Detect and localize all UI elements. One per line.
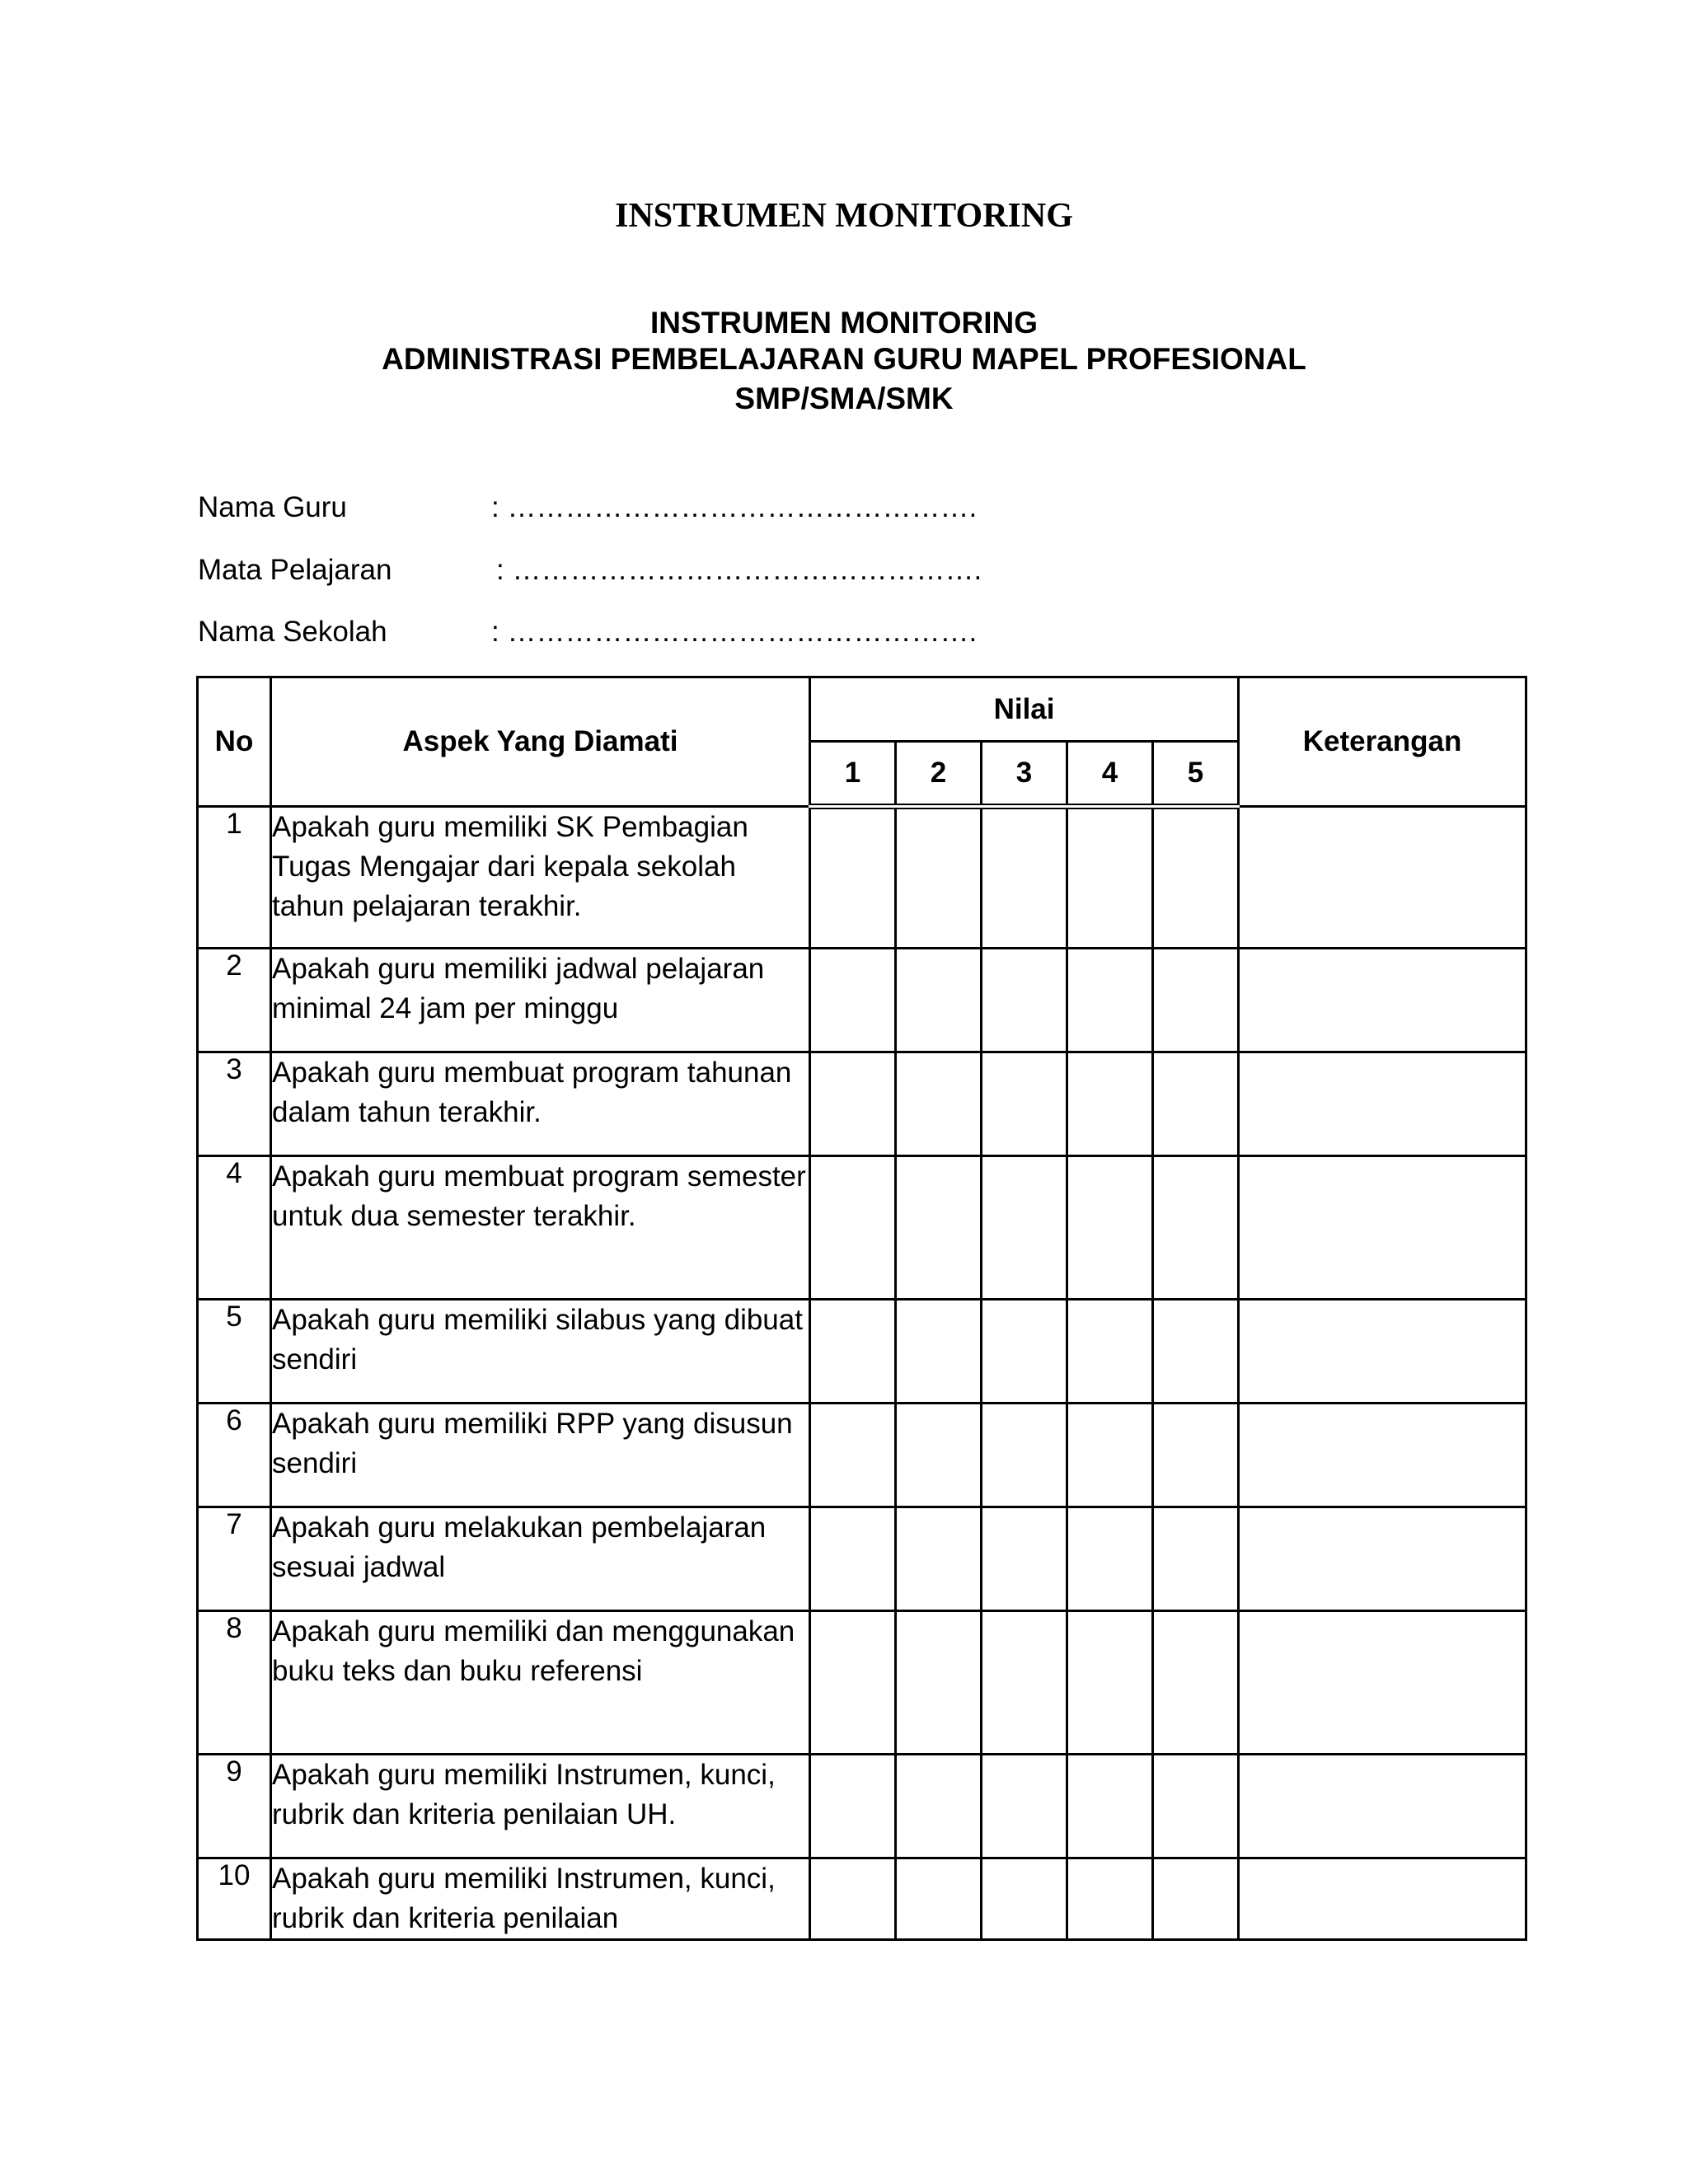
score-cell-2[interactable]: [896, 1052, 982, 1156]
header-score-3: 3: [982, 742, 1067, 807]
table-row: [198, 1755, 1526, 1858]
score-cell-3[interactable]: [982, 1611, 1067, 1755]
table-row: [198, 807, 1526, 949]
subtitle-line-1: INSTRUMEN MONITORING: [649, 306, 1039, 340]
row-aspek: Apakah guru membuat program tahunan dalam tahun terakhir.: [271, 1052, 810, 1156]
keterangan-cell[interactable]: [1239, 1404, 1526, 1507]
score-cell-4[interactable]: [1067, 1404, 1153, 1507]
score-cell-5[interactable]: [1153, 1755, 1239, 1858]
row-aspek: Apakah guru membuat program semester untuk dua semester terakhir.: [271, 1156, 810, 1300]
score-cell-5[interactable]: [1153, 1858, 1239, 1940]
score-cell-3[interactable]: [982, 1507, 1067, 1611]
table-row: [198, 1858, 1526, 1940]
score-cell-3[interactable]: [982, 1300, 1067, 1404]
score-cell-2[interactable]: [896, 1858, 982, 1940]
row-aspek: Apakah guru memiliki SK Pembagian Tugas Mengajar dari kepala sekolah tahun pelajaran terakhir.: [271, 807, 810, 949]
field-value[interactable]: : ………………………………………….: [491, 616, 978, 648]
score-cell-1[interactable]: [810, 1755, 896, 1858]
subtitle-line-2: ADMINISTRASI PEMBELAJARAN GURU MAPEL PROFESIONAL: [382, 342, 1306, 376]
score-cell-4[interactable]: [1067, 949, 1153, 1052]
row-number: 5: [198, 1300, 271, 1404]
header-score-4: 4: [1067, 742, 1153, 807]
header-nilai: Nilai: [810, 677, 1239, 742]
score-cell-4[interactable]: [1067, 1300, 1153, 1404]
score-cell-4[interactable]: [1067, 807, 1153, 949]
table-row: [198, 1156, 1526, 1300]
score-cell-4[interactable]: [1067, 1611, 1153, 1755]
score-cell-5[interactable]: [1153, 949, 1239, 1052]
main-title: INSTRUMEN MONITORING: [615, 197, 1073, 235]
header-score-5: 5: [1153, 742, 1239, 807]
score-cell-1[interactable]: [810, 1507, 896, 1611]
field-label: Nama Sekolah: [198, 616, 387, 648]
keterangan-cell[interactable]: [1239, 807, 1526, 949]
score-cell-2[interactable]: [896, 807, 982, 949]
field-value[interactable]: : ………………………………………….: [491, 491, 978, 523]
score-cell-1[interactable]: [810, 1404, 896, 1507]
score-cell-2[interactable]: [896, 1611, 982, 1755]
field-label: Mata Pelajaran: [198, 554, 392, 586]
score-cell-2[interactable]: [896, 1507, 982, 1611]
score-cell-4[interactable]: [1067, 1052, 1153, 1156]
monitoring-table: [196, 676, 1527, 1941]
row-aspek: Apakah guru memiliki Instrumen, kunci, rubrik dan kriteria penilaian UH.: [271, 1755, 810, 1858]
subtitle-line-3: SMP/SMA/SMK: [734, 382, 954, 415]
score-cell-1[interactable]: [810, 1156, 896, 1300]
score-cell-5[interactable]: [1153, 1404, 1239, 1507]
score-cell-5[interactable]: [1153, 807, 1239, 949]
field-value[interactable]: : ………………………………………….: [496, 554, 982, 586]
row-aspek: Apakah guru memiliki dan menggunakan buku teks dan buku referensi: [271, 1611, 810, 1755]
score-cell-4[interactable]: [1067, 1507, 1153, 1611]
score-cell-5[interactable]: [1153, 1156, 1239, 1300]
row-number: 2: [198, 949, 271, 1052]
score-cell-1[interactable]: [810, 1300, 896, 1404]
score-cell-4[interactable]: [1067, 1755, 1153, 1858]
score-cell-2[interactable]: [896, 949, 982, 1052]
keterangan-cell[interactable]: [1239, 1611, 1526, 1755]
score-cell-5[interactable]: [1153, 1611, 1239, 1755]
score-cell-5[interactable]: [1153, 1300, 1239, 1404]
row-number: 6: [198, 1404, 271, 1507]
header-keterangan: Keterangan: [1239, 677, 1526, 807]
score-cell-2[interactable]: [896, 1300, 982, 1404]
score-cell-3[interactable]: [982, 1052, 1067, 1156]
score-cell-3[interactable]: [982, 1755, 1067, 1858]
keterangan-cell[interactable]: [1239, 1156, 1526, 1300]
score-cell-3[interactable]: [982, 1156, 1067, 1300]
header-score-2: 2: [896, 742, 982, 807]
row-number: 3: [198, 1052, 271, 1156]
score-cell-1[interactable]: [810, 807, 896, 949]
row-aspek: Apakah guru memiliki silabus yang dibuat sendiri: [271, 1300, 810, 1404]
keterangan-cell[interactable]: [1239, 949, 1526, 1052]
row-aspek: Apakah guru memiliki Instrumen, kunci, rubrik dan kriteria penilaian: [271, 1858, 810, 1940]
keterangan-cell[interactable]: [1239, 1052, 1526, 1156]
table-row: [198, 1611, 1526, 1755]
field-label: Nama Guru: [198, 491, 347, 523]
score-cell-5[interactable]: [1153, 1052, 1239, 1156]
row-number: 8: [198, 1611, 271, 1755]
table-row: [198, 949, 1526, 1052]
score-cell-2[interactable]: [896, 1404, 982, 1507]
score-cell-3[interactable]: [982, 949, 1067, 1052]
table-row: [198, 1300, 1526, 1404]
keterangan-cell[interactable]: [1239, 1755, 1526, 1858]
table-row: [198, 1507, 1526, 1611]
score-cell-2[interactable]: [896, 1156, 982, 1300]
header-score-1: 1: [810, 742, 896, 807]
keterangan-cell[interactable]: [1239, 1858, 1526, 1940]
row-aspek: Apakah guru memiliki jadwal pelajaran minimal 24 jam per minggu: [271, 949, 810, 1052]
score-cell-1[interactable]: [810, 949, 896, 1052]
header-no: No: [198, 677, 271, 807]
row-number: 1: [198, 807, 271, 949]
score-cell-2[interactable]: [896, 1755, 982, 1858]
score-cell-1[interactable]: [810, 1858, 896, 1940]
row-aspek: Apakah guru melakukan pembelajaran sesuai jadwal: [271, 1507, 810, 1611]
keterangan-cell[interactable]: [1239, 1300, 1526, 1404]
score-cell-3[interactable]: [982, 1404, 1067, 1507]
table-row: [198, 1404, 1526, 1507]
keterangan-cell[interactable]: [1239, 1507, 1526, 1611]
header-aspek: Aspek Yang Diamati: [271, 677, 810, 807]
score-cell-1[interactable]: [810, 1052, 896, 1156]
score-cell-4[interactable]: [1067, 1858, 1153, 1940]
row-number: 4: [198, 1156, 271, 1300]
row-number: 9: [198, 1755, 271, 1858]
score-cell-5[interactable]: [1153, 1507, 1239, 1611]
score-cell-3[interactable]: [982, 807, 1067, 949]
score-cell-4[interactable]: [1067, 1156, 1153, 1300]
score-cell-1[interactable]: [810, 1611, 896, 1755]
table-row: [198, 1052, 1526, 1156]
row-number: 10: [198, 1858, 271, 1940]
row-aspek: Apakah guru memiliki RPP yang disusun sendiri: [271, 1404, 810, 1507]
row-number: 7: [198, 1507, 271, 1611]
score-cell-3[interactable]: [982, 1858, 1067, 1940]
